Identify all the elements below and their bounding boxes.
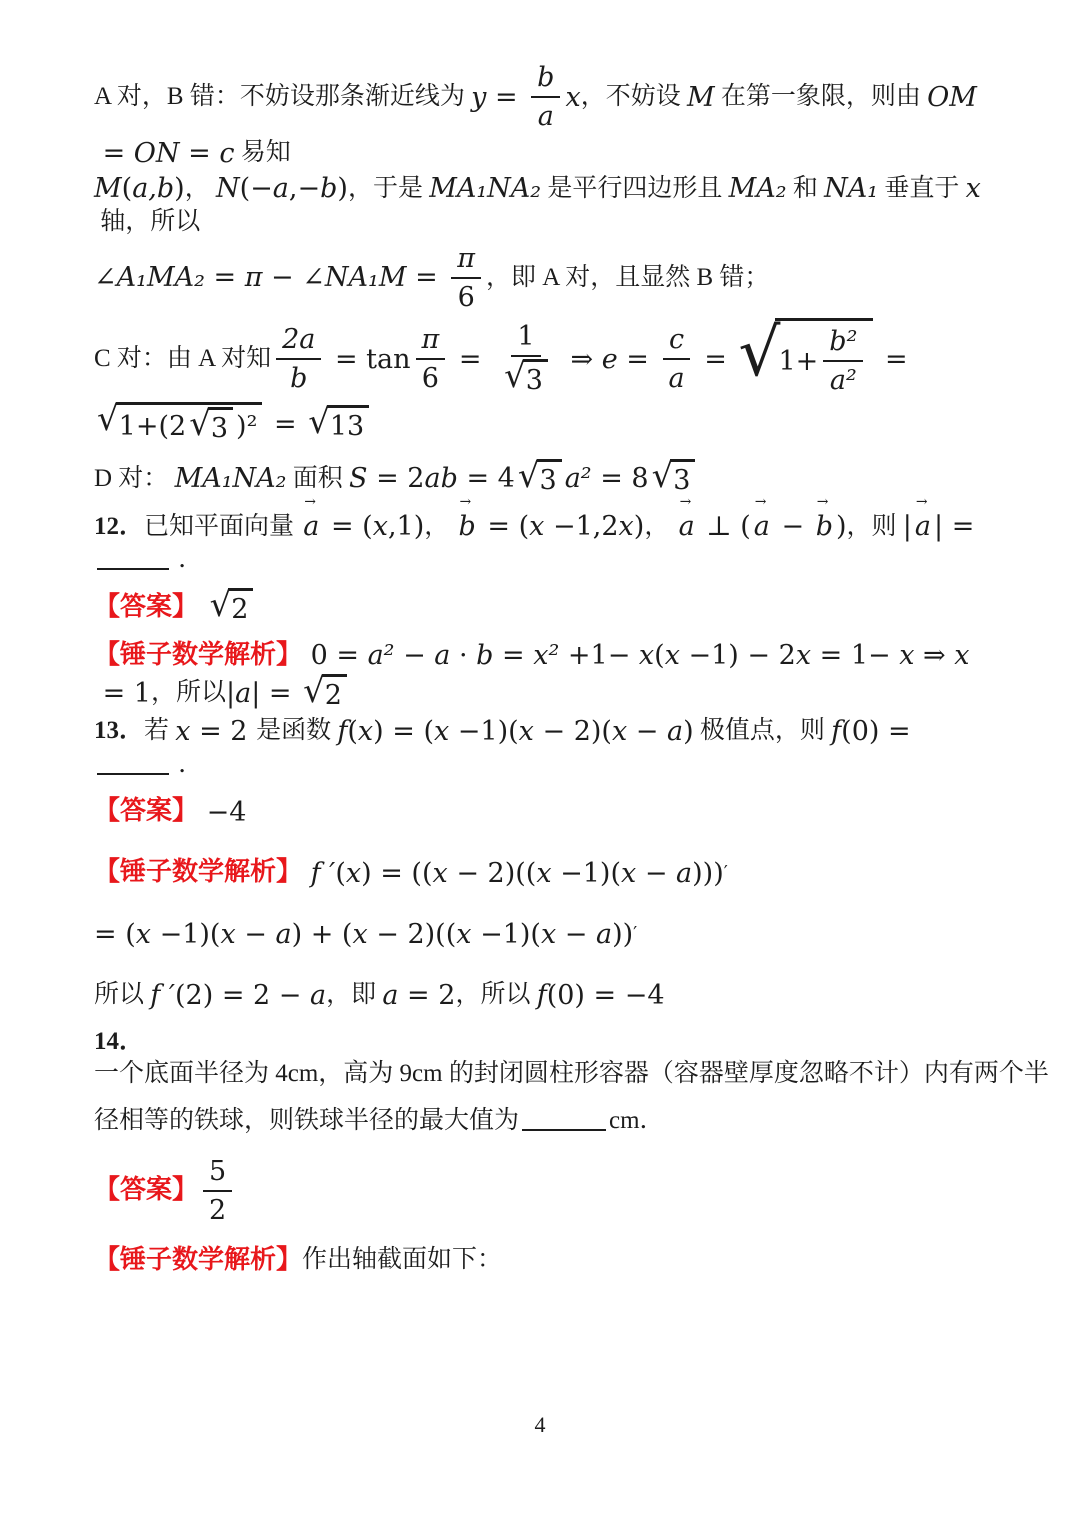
sqrt-radical	[738, 314, 873, 400]
math-upright: =	[204, 262, 245, 294]
vector-symbol: → a	[303, 494, 320, 543]
math-upright: ∠	[94, 262, 117, 294]
math-upright: =	[406, 262, 447, 294]
math-upright: )	[337, 173, 348, 205]
radicand	[322, 674, 347, 713]
math-upright: 1+	[778, 345, 819, 377]
document-line-3	[94, 239, 992, 317]
question-number: 13．	[94, 717, 145, 745]
chinese-text: ，	[424, 512, 456, 540]
math-upright: ⇒	[914, 639, 955, 671]
math-italic: a	[309, 979, 327, 1011]
chinese-text: A 对，B 错：不妨设那条渐近线为	[94, 82, 472, 110]
blank-underline	[522, 1112, 606, 1131]
sqrt-radical	[651, 456, 696, 498]
math-italic: f ′	[150, 979, 175, 1011]
fraction-numerator	[511, 319, 540, 357]
chinese-text: ，	[644, 512, 676, 540]
chinese-text: 和	[786, 174, 825, 202]
document-line-16	[94, 1152, 992, 1230]
math-italic: A₁MA₂	[116, 262, 205, 294]
chinese-text: C 对：由 A 对知	[94, 344, 272, 372]
analysis-label: 【锤子数学解析】	[94, 1244, 303, 1275]
math-upright: = 4	[457, 463, 515, 495]
document-line-8	[94, 638, 992, 714]
math-upright: ·	[450, 639, 477, 671]
chinese-text: 极值点，则	[693, 717, 832, 745]
math-upright: −	[772, 511, 813, 543]
chinese-text: 是函数	[256, 717, 338, 745]
math-italic: b²	[829, 326, 858, 358]
math-upright: 6	[421, 363, 439, 395]
math-upright: 5	[209, 1155, 227, 1187]
math-upright: −	[394, 639, 435, 671]
math-italic: a²	[829, 365, 857, 397]
math-italic: S	[349, 463, 368, 495]
math-upright: −1,2	[544, 511, 619, 543]
math-italic: N	[215, 173, 240, 205]
chinese-text: ，不妨设	[580, 82, 687, 110]
math-italic: x	[638, 639, 655, 671]
math-upright: − 2)(	[533, 716, 612, 748]
math-upright: ⊥ (	[697, 511, 751, 543]
math-italic: x	[621, 857, 637, 889]
radical-sign-icon: √	[504, 356, 526, 397]
document-line-11: 【锤子数学解析】 f ′ ( x ) = (( x − 2)(( x −1)( x − a ))) ′	[94, 843, 992, 904]
chinese-text: ．	[172, 751, 204, 779]
math-upright: 3	[673, 465, 691, 497]
fraction-denominator	[452, 279, 481, 315]
math-upright: )	[174, 173, 185, 205]
math-upright: = (	[478, 511, 530, 543]
document-line-9	[94, 714, 992, 782]
math-upright: − 2)((	[447, 857, 537, 889]
math-upright: | =	[934, 511, 983, 543]
radical-sign-icon: √	[308, 402, 330, 443]
chinese-text: ，即	[326, 980, 383, 1008]
math-italic: OM	[927, 81, 977, 113]
chinese-text: ，于是	[347, 174, 430, 202]
math-upright: = (	[322, 511, 373, 543]
sqrt-radical	[303, 671, 347, 713]
math-upright: |	[902, 511, 912, 543]
answer-label: 【答案】	[94, 591, 199, 622]
blank-underline	[97, 756, 169, 775]
chinese-text: 是平行四边形且	[541, 174, 729, 202]
math-upright: −	[627, 716, 667, 748]
document-line-6	[94, 494, 992, 577]
radical-sign-icon: √	[209, 584, 232, 625]
math-italic: a	[676, 857, 693, 889]
math-italic: MA₁NA₂	[174, 463, 287, 495]
math-upright: −1)(	[449, 716, 519, 748]
fraction-denominator	[824, 362, 863, 398]
vector-symbol: → b	[815, 494, 833, 543]
math-upright: )	[683, 716, 694, 748]
document-line-5	[94, 448, 992, 509]
math-italic: a	[668, 363, 685, 395]
math-upright: = tan	[326, 343, 411, 375]
chinese-text: ，所以	[150, 679, 226, 707]
chinese-text: 径相等的铁球，则铁球半径的最大值为	[94, 1106, 520, 1134]
math-upright: |	[225, 678, 236, 710]
document-line-15	[94, 1091, 992, 1152]
document-line-7	[94, 577, 992, 638]
math-upright: )²	[236, 411, 258, 443]
fraction	[823, 324, 863, 398]
chinese-text: cm．	[609, 1106, 665, 1134]
math-italic: x	[220, 918, 236, 950]
radical-sign-icon: √	[303, 671, 325, 712]
radicand	[775, 318, 873, 400]
math-upright: 0 =	[302, 639, 368, 671]
chinese-text: 若	[144, 717, 176, 745]
chinese-text: ，所以	[455, 980, 537, 1008]
math-upright: 1+(2	[118, 411, 187, 443]
math-italic: x	[664, 639, 680, 671]
sqrt-radical	[189, 404, 233, 446]
fraction-numerator	[451, 241, 481, 279]
chinese-text: 轴，所以	[94, 208, 201, 236]
vector-symbol: → a	[678, 494, 695, 543]
chinese-text: D 对：	[94, 464, 175, 492]
math-upright: 3	[210, 413, 229, 445]
math-italic: b	[290, 363, 308, 395]
radicand	[670, 459, 695, 498]
math-upright: −1) − 2	[679, 639, 796, 671]
math-upright: =	[876, 343, 917, 375]
fraction	[531, 60, 560, 134]
math-italic: ON	[133, 138, 180, 170]
sqrt-radical	[517, 456, 562, 498]
math-upright: = 1	[94, 678, 151, 710]
fraction-denominator	[284, 360, 313, 396]
math-italic: x	[357, 716, 374, 748]
math-upright: =	[493, 639, 534, 671]
math-upright: 13	[329, 411, 365, 443]
fraction-denominator	[203, 1192, 232, 1228]
document-line-17	[94, 1230, 992, 1291]
vector-symbol: → a	[914, 494, 932, 543]
math-upright: = 2	[398, 979, 456, 1011]
sqrt-radical	[504, 356, 548, 398]
math-upright: )	[835, 511, 847, 543]
vector-arrow-icon: →	[816, 494, 829, 511]
fraction	[276, 322, 321, 396]
math-upright: ) + (	[291, 918, 353, 950]
fraction	[203, 1154, 232, 1228]
math-italic: a²	[564, 463, 592, 495]
math-italic: x	[536, 857, 552, 889]
math-italic: x	[372, 511, 388, 543]
radical-sign-icon: √	[97, 399, 119, 440]
vector-arrow-icon: →	[915, 494, 928, 511]
math-italic: a	[666, 716, 684, 748]
math-italic: ab	[424, 463, 458, 495]
math-upright: 2	[209, 1194, 227, 1226]
math-italic: π	[457, 242, 476, 274]
fraction-numerator	[663, 322, 690, 360]
math-upright: − ∠	[262, 262, 325, 294]
math-upright: 3	[525, 365, 543, 397]
analysis-label: 【锤子数学解析】	[94, 639, 303, 670]
math-italic: NA₁	[824, 173, 879, 205]
math-italic: MA₂	[728, 173, 787, 205]
math-upright: = 2	[190, 716, 257, 748]
vector-arrow-icon: →	[459, 494, 472, 511]
radicand	[327, 405, 369, 444]
math-upright: )))	[692, 857, 724, 889]
answer-label: 【答案】	[94, 796, 199, 827]
radicand	[116, 402, 263, 447]
math-italic: a	[537, 101, 554, 133]
math-upright	[302, 856, 311, 891]
math-upright: )	[633, 511, 645, 543]
math-italic: x	[175, 716, 191, 748]
document-line-12: = ( x −1)( x − a ) + ( x − 2)(( x −1)( x − a )) ′	[94, 904, 992, 965]
math-upright: ) = ((	[361, 857, 433, 889]
document-line-2	[94, 171, 992, 239]
math-italic: x	[965, 173, 981, 205]
fraction-numerator	[531, 60, 560, 98]
math-italic: a²	[367, 639, 395, 671]
math-upright: −1)(	[471, 918, 541, 950]
sqrt-radical	[308, 402, 369, 444]
blank-underline	[97, 551, 169, 570]
math-upright: ,−	[288, 173, 321, 205]
math-upright: −	[235, 918, 276, 950]
math-italic: b	[476, 639, 494, 671]
math-upright: 2	[324, 680, 342, 712]
chinese-text: 已知平面向量	[144, 512, 301, 540]
math-upright: | =	[251, 678, 301, 710]
math-upright: 1	[517, 321, 535, 353]
math-italic: a	[382, 979, 399, 1011]
math-upright: − 2)((	[367, 918, 457, 950]
math-upright: ) = (	[373, 716, 434, 748]
chinese-text: 作出轴截面如下：	[302, 1246, 503, 1274]
math-italic: b	[320, 173, 338, 205]
vector-symbol: → b	[458, 494, 476, 543]
math-upright	[198, 590, 207, 625]
math-italic: x	[518, 716, 534, 748]
math-upright: (0) =	[841, 716, 920, 748]
radical-sign-icon: √	[651, 456, 674, 497]
fraction-numerator	[276, 322, 321, 360]
math-upright: =	[617, 343, 658, 375]
vector-arrow-icon: →	[679, 494, 692, 511]
math-upright: ⇒	[561, 343, 602, 375]
chinese-text: 所以	[94, 980, 151, 1008]
math-italic: x	[345, 857, 362, 889]
math-upright: −1)(	[150, 918, 221, 950]
math-italic: x	[899, 639, 915, 671]
sqrt-radical	[209, 584, 254, 627]
math-upright: 6	[457, 281, 475, 313]
math-italic: x	[795, 639, 812, 671]
fraction-denominator	[663, 360, 691, 396]
math-upright: 3	[539, 465, 557, 497]
chinese-text: 面积	[286, 464, 349, 492]
fraction-denominator	[416, 360, 445, 396]
math-italic: x²	[533, 639, 560, 671]
math-italic: M	[686, 81, 715, 113]
fraction	[495, 319, 557, 399]
math-italic: f	[536, 979, 547, 1011]
math-italic: x	[433, 716, 450, 748]
document-line-1	[94, 58, 992, 171]
math-upright: (	[654, 639, 665, 671]
math-italic: π	[421, 324, 440, 356]
math-italic: f	[831, 716, 842, 748]
math-upright: = 2	[367, 463, 425, 495]
radical-sign-icon: √	[738, 314, 781, 392]
fraction	[663, 322, 691, 396]
math-upright: 2	[231, 593, 249, 625]
fraction-numerator	[203, 1154, 232, 1192]
document-line-10	[94, 782, 992, 843]
math-italic: x	[540, 918, 557, 950]
answer-label: 【答案】	[94, 1174, 199, 1205]
math-italic: f	[337, 716, 348, 748]
document-line-4	[94, 314, 992, 448]
math-upright: +1−	[559, 639, 639, 671]
math-italic: y	[471, 81, 487, 113]
math-italic: M	[94, 173, 122, 205]
math-italic: NA₁M	[324, 262, 407, 294]
fraction-numerator	[823, 324, 863, 362]
math-upright: (0) = −4	[546, 979, 665, 1011]
math-upright: (	[121, 173, 133, 205]
math-italic: 2a	[282, 324, 316, 356]
math-italic: x	[456, 918, 472, 950]
radicand	[228, 588, 253, 627]
math-italic: c	[668, 324, 685, 356]
math-italic: a	[434, 639, 451, 671]
math-italic: f ′	[310, 857, 336, 889]
math-italic: a	[595, 918, 613, 950]
math-upright: = (	[94, 918, 136, 950]
math-upright: = 1−	[811, 639, 900, 671]
fraction-denominator	[532, 98, 560, 134]
math-upright: −	[636, 857, 677, 889]
question-number: 14．	[94, 1027, 145, 1055]
math-italic: x	[565, 81, 581, 113]
analysis-label: 【锤子数学解析】	[94, 857, 303, 888]
vector-arrow-icon: →	[304, 494, 317, 511]
vector-arrow-icon: →	[754, 494, 767, 511]
math-italic: a	[235, 678, 252, 710]
question-number: 12．	[94, 512, 145, 540]
fraction-numerator	[416, 322, 446, 360]
math-upright: ,1)	[387, 511, 425, 543]
math-italic: a	[272, 173, 289, 205]
math-italic: MA₁NA₂	[429, 173, 542, 205]
radicand	[537, 459, 562, 498]
math-italic: x	[618, 511, 634, 543]
fraction-denominator	[495, 357, 557, 399]
math-upright: (	[335, 857, 346, 889]
math-upright: =	[94, 138, 134, 170]
chinese-text: 一个底面半径为 4cm，高为 9cm 的封闭圆柱形容器（容器壁厚度忽略不计）内有两个半	[94, 1060, 1049, 1088]
math-upright: −	[556, 918, 596, 950]
page-number: 4	[534, 1412, 546, 1437]
chinese-text: ，即 A 对，且显然 B 错；	[486, 263, 770, 291]
radical-sign-icon: √	[189, 404, 211, 445]
chinese-text: ，	[184, 174, 216, 202]
math-italic: x	[611, 716, 628, 748]
math-italic: x	[529, 511, 545, 543]
math-upright: (−	[239, 173, 273, 205]
math-italic: x	[954, 639, 970, 671]
math-upright: =	[486, 81, 527, 113]
math-italic: b	[537, 62, 555, 93]
fraction	[416, 322, 446, 396]
math-italic: π	[244, 262, 263, 294]
math-upright: =	[450, 343, 491, 375]
math-upright: (	[347, 716, 358, 748]
chinese-text: ，则	[846, 512, 903, 540]
radical-sign-icon: √	[517, 456, 540, 497]
math-upright: =	[179, 138, 220, 170]
math-italic: a,b	[132, 173, 175, 205]
sqrt-radical	[97, 399, 262, 447]
math-italic: e	[601, 343, 618, 375]
fraction	[451, 241, 481, 315]
math-italic: a	[275, 918, 292, 950]
math-upright: −4	[198, 796, 247, 828]
math-italic: c	[219, 138, 235, 170]
chinese-text: 垂直于	[878, 174, 966, 202]
vector-symbol: → a	[753, 494, 770, 543]
document-line-13	[94, 965, 992, 1026]
radicand	[523, 359, 548, 398]
math-upright: ))	[612, 918, 634, 950]
math-italic: x	[135, 918, 151, 950]
chinese-text: 在第一象限，则由	[714, 82, 928, 110]
math-upright: =	[695, 343, 736, 375]
chinese-text: 易知	[234, 139, 291, 167]
math-upright: −1)(	[551, 857, 621, 889]
math-italic: x	[432, 857, 448, 889]
math-upright: = 8	[591, 463, 649, 495]
chinese-text: ．	[172, 546, 204, 574]
math-upright: =	[265, 409, 306, 441]
document-line-14	[94, 1026, 1049, 1091]
math-italic: x	[352, 918, 368, 950]
radicand	[208, 407, 233, 446]
math-upright: (2) = 2 −	[174, 979, 310, 1011]
